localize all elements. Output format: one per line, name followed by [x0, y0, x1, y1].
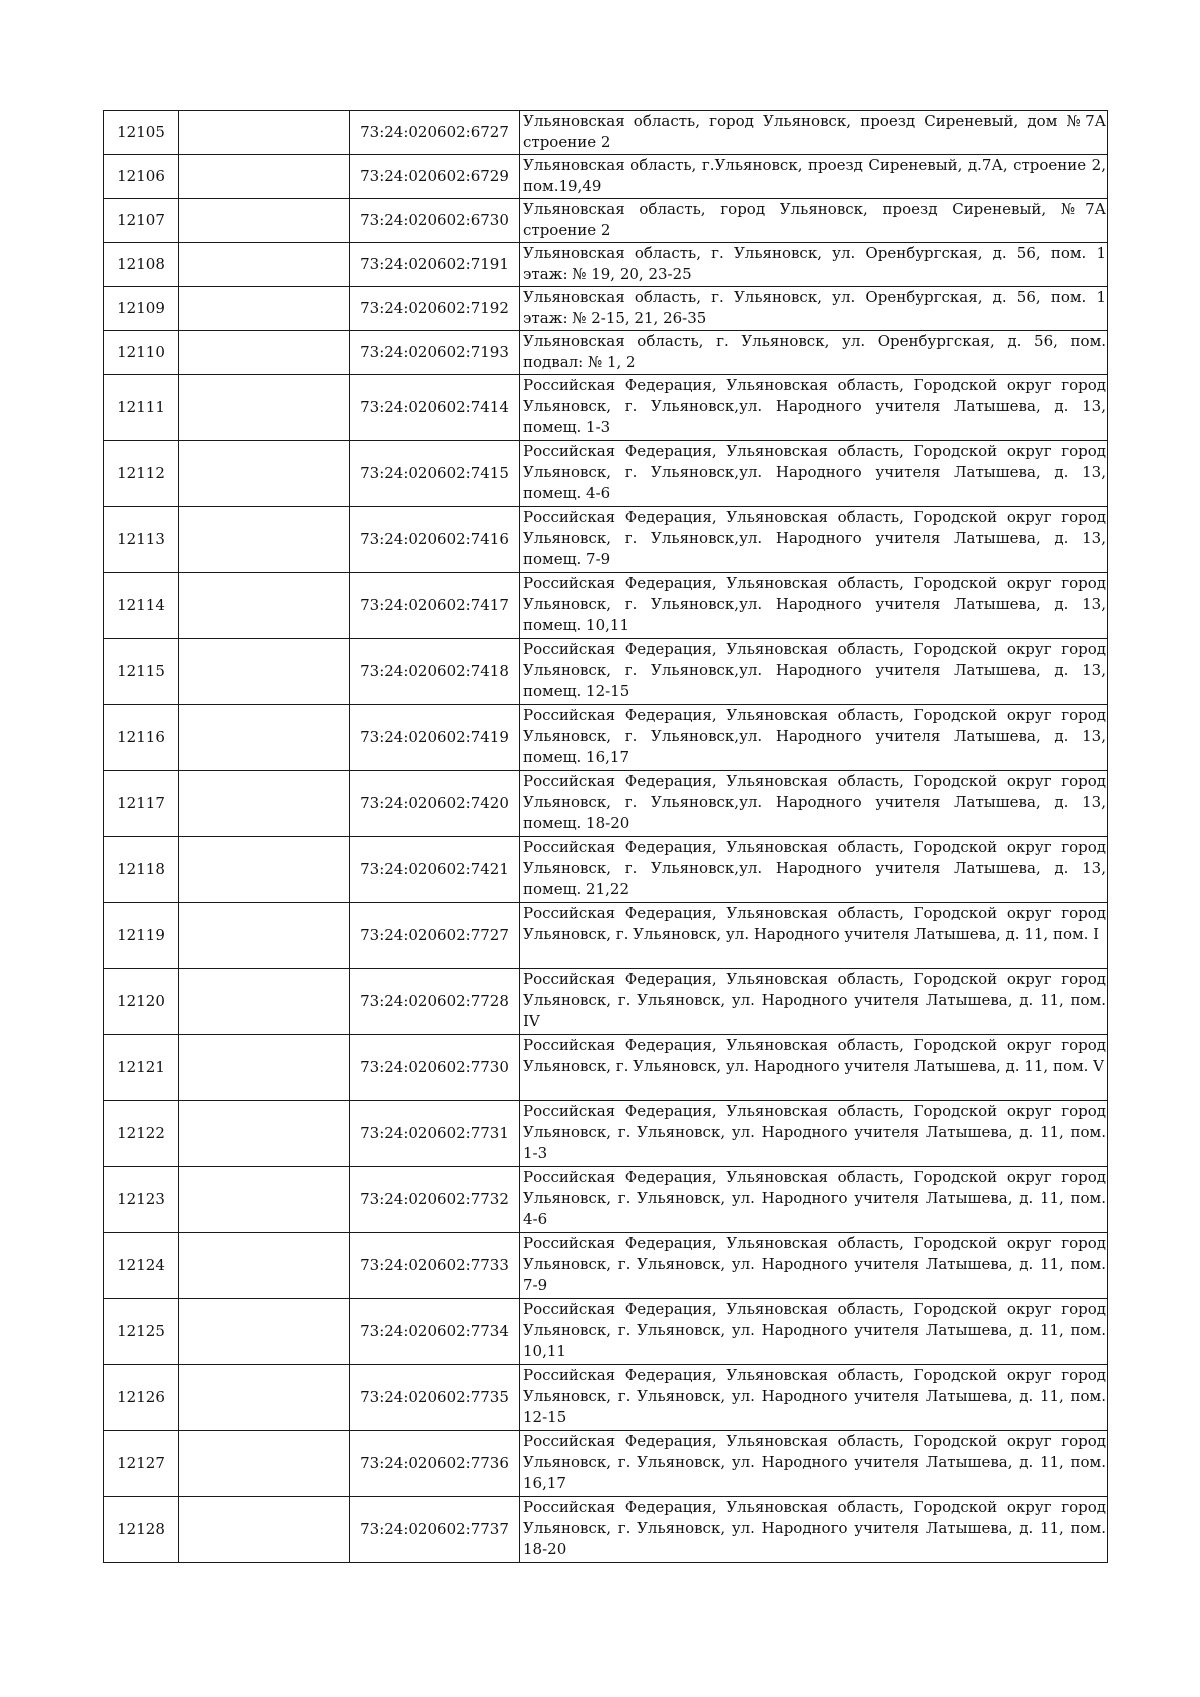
address-cell: [520, 1497, 1108, 1563]
address-cell: [520, 573, 1108, 639]
row-number-cell: 12120: [104, 969, 179, 1035]
table-row: [104, 1035, 1108, 1101]
address-cell: [520, 243, 1108, 287]
cadastral-number-cell: 73:24:020602:7735: [350, 1365, 520, 1431]
row-number-cell: 12128: [104, 1497, 179, 1563]
row-number-cell: 12118: [104, 837, 179, 903]
address-text: Ульяновская область, г. Ульяновск, ул. Оренбургская, д. 56, пом. 1 этаж: № 19, 20, 23-25: [523, 244, 1106, 283]
address-text: Российская Федерация, Ульяновская область, Городской округ город Ульяновск, г. Ульяновск,ул. Народного учителя Латышева, д. 13, помещ. 16,17: [523, 706, 1106, 766]
address-text: Российская Федерация, Ульяновская область, Городской округ город Ульяновск, г. Ульяновск, ул. Народного учителя Латышева, д. 11, пом. IV: [523, 970, 1106, 1030]
address-text: Ульяновская область, г.Ульяновск, проезд Сиреневый, д.7А, строение 2, пом.19,49: [523, 156, 1106, 195]
row-number-cell: 12124: [104, 1233, 179, 1299]
address-cell: [520, 639, 1108, 705]
cadastral-number-cell: 73:24:020602:7191: [350, 243, 520, 287]
table-row: [104, 573, 1108, 639]
address-text: Российская Федерация, Ульяновская область, Городской округ город Ульяновск, г. Ульяновск, ул. Народного учителя Латышева, д. 11, пом. V: [523, 1036, 1106, 1075]
row-number-cell: 12122: [104, 1101, 179, 1167]
address-text: Ульяновская область, город Ульяновск, проезд Сиреневый, №7А строение 2: [523, 200, 1106, 239]
table-row: [104, 155, 1108, 199]
address-cell: [520, 903, 1108, 969]
table-row: [104, 441, 1108, 507]
row-number-cell: 12117: [104, 771, 179, 837]
empty-cell: [179, 573, 350, 639]
table-row: [104, 837, 1108, 903]
cadastral-number-cell: 73:24:020602:7736: [350, 1431, 520, 1497]
empty-cell: [179, 969, 350, 1035]
empty-cell: [179, 1431, 350, 1497]
row-number-cell: 12106: [104, 155, 179, 199]
address-cell: [520, 507, 1108, 573]
address-text: Российская Федерация, Ульяновская область, Городской округ город Ульяновск, г. Ульяновск, ул. Народного учителя Латышева, д. 11, пом. 18-20: [523, 1498, 1106, 1558]
empty-cell: [179, 903, 350, 969]
empty-cell: [179, 1101, 350, 1167]
address-cell: [520, 155, 1108, 199]
cadastral-number-cell: 73:24:020602:7416: [350, 507, 520, 573]
empty-cell: [179, 705, 350, 771]
address-text: Российская Федерация, Ульяновская область, Городской округ город Ульяновск, г. Ульяновск, ул. Народного учителя Латышева, д. 11, пом. 10,11: [523, 1300, 1106, 1360]
table-row: [104, 331, 1108, 375]
address-cell: [520, 1101, 1108, 1167]
row-number-cell: 12116: [104, 705, 179, 771]
table-row: [104, 771, 1108, 837]
cadastral-number-cell: 73:24:020602:7192: [350, 287, 520, 331]
empty-cell: [179, 155, 350, 199]
table-row: [104, 375, 1108, 441]
address-text: Российская Федерация, Ульяновская область, Городской округ город Ульяновск, г. Ульяновск,ул. Народного учителя Латышева, д. 13, помещ. 21,22: [523, 838, 1106, 898]
table-row: [104, 1101, 1108, 1167]
row-number-cell: 12112: [104, 441, 179, 507]
row-number-cell: 12111: [104, 375, 179, 441]
empty-cell: [179, 331, 350, 375]
cadastral-number-cell: 73:24:020602:7193: [350, 331, 520, 375]
table-row: [104, 1365, 1108, 1431]
address-cell: [520, 1431, 1108, 1497]
address-text: Ульяновская область, г. Ульяновск, ул. Оренбургская, д. 56, пом. 1 этаж: № 2-15, 21, 26-35: [523, 288, 1106, 327]
table-row: [104, 1497, 1108, 1563]
cadastral-number-cell: 73:24:020602:7734: [350, 1299, 520, 1365]
cadastral-number-cell: 73:24:020602:7421: [350, 837, 520, 903]
row-number-cell: 12115: [104, 639, 179, 705]
table-row: [104, 1167, 1108, 1233]
cadastral-number-cell: 73:24:020602:7728: [350, 969, 520, 1035]
table-row: [104, 1299, 1108, 1365]
table-row: [104, 199, 1108, 243]
table-row: [104, 111, 1108, 155]
empty-cell: [179, 771, 350, 837]
address-cell: [520, 1167, 1108, 1233]
address-cell: [520, 441, 1108, 507]
address-cell: [520, 771, 1108, 837]
empty-cell: [179, 1299, 350, 1365]
empty-cell: [179, 1233, 350, 1299]
address-text: Ульяновская область, город Ульяновск, проезд Сиреневый, дом №7А строение 2: [523, 112, 1106, 151]
row-number-cell: 12123: [104, 1167, 179, 1233]
table-row: [104, 903, 1108, 969]
empty-cell: [179, 507, 350, 573]
address-text: Российская Федерация, Ульяновская область, Городской округ город Ульяновск, г. Ульяновск,ул. Народного учителя Латышева, д. 13, помещ. 10,11: [523, 574, 1106, 634]
cadastral-number-cell: 73:24:020602:7737: [350, 1497, 520, 1563]
table-row: [104, 705, 1108, 771]
address-text: Российская Федерация, Ульяновская область, Городской округ город Ульяновск, г. Ульяновск,ул. Народного учителя Латышева, д. 13, помещ. 7-9: [523, 508, 1106, 568]
empty-cell: [179, 287, 350, 331]
cadastral-number-cell: 73:24:020602:7727: [350, 903, 520, 969]
empty-cell: [179, 243, 350, 287]
cadastral-number-cell: 73:24:020602:7731: [350, 1101, 520, 1167]
empty-cell: [179, 199, 350, 243]
address-text: Российская Федерация, Ульяновская область, Городской округ город Ульяновск, г. Ульяновск, ул. Народного учителя Латышева, д. 11, пом. 4-6: [523, 1168, 1106, 1228]
row-number-cell: 12126: [104, 1365, 179, 1431]
cadastral-number-cell: 73:24:020602:7419: [350, 705, 520, 771]
cadastral-number-cell: 73:24:020602:6730: [350, 199, 520, 243]
registry-table-body: [104, 111, 1108, 1563]
table-row: [104, 969, 1108, 1035]
cadastral-number-cell: 73:24:020602:7730: [350, 1035, 520, 1101]
address-cell: [520, 1365, 1108, 1431]
table-row: [104, 1233, 1108, 1299]
cadastral-number-cell: 73:24:020602:7415: [350, 441, 520, 507]
empty-cell: [179, 639, 350, 705]
address-text: Российская Федерация, Ульяновская область, Городской округ город Ульяновск, г. Ульяновск, ул. Народного учителя Латышева, д. 11, пом. 12-15: [523, 1366, 1106, 1426]
row-number-cell: 12113: [104, 507, 179, 573]
empty-cell: [179, 1365, 350, 1431]
cadastral-number-cell: 73:24:020602:7420: [350, 771, 520, 837]
row-number-cell: 12109: [104, 287, 179, 331]
row-number-cell: 12125: [104, 1299, 179, 1365]
registry-table: [103, 110, 1108, 1563]
cadastral-number-cell: 73:24:020602:7732: [350, 1167, 520, 1233]
address-cell: [520, 375, 1108, 441]
address-text: Российская Федерация, Ульяновская область, Городской округ город Ульяновск, г. Ульяновск, ул. Народного учителя Латышева, д. 11, пом. 16,17: [523, 1432, 1106, 1492]
address-cell: [520, 287, 1108, 331]
table-row: [104, 243, 1108, 287]
row-number-cell: 12107: [104, 199, 179, 243]
cadastral-number-cell: 73:24:020602:6727: [350, 111, 520, 155]
table-row: [104, 1431, 1108, 1497]
row-number-cell: 12110: [104, 331, 179, 375]
empty-cell: [179, 1167, 350, 1233]
address-text: Российская Федерация, Ульяновская область, Городской округ город Ульяновск, г. Ульяновск, ул. Народного учителя Латышева, д. 11, пом. 1-3: [523, 1102, 1106, 1162]
row-number-cell: 12108: [104, 243, 179, 287]
cadastral-number-cell: 73:24:020602:7414: [350, 375, 520, 441]
address-text: Российская Федерация, Ульяновская область, Городской округ город Ульяновск, г. Ульяновск,ул. Народного учителя Латышева, д. 13, помещ. 1-3: [523, 376, 1106, 436]
empty-cell: [179, 1497, 350, 1563]
address-cell: [520, 331, 1108, 375]
empty-cell: [179, 111, 350, 155]
empty-cell: [179, 375, 350, 441]
empty-cell: [179, 837, 350, 903]
empty-cell: [179, 441, 350, 507]
address-cell: [520, 969, 1108, 1035]
address-text: Российская Федерация, Ульяновская область, Городской округ город Ульяновск, г. Ульяновск, ул. Народного учителя Латышева, д. 11, пом. I: [523, 904, 1106, 943]
row-number-cell: 12121: [104, 1035, 179, 1101]
row-number-cell: 12114: [104, 573, 179, 639]
cadastral-number-cell: 73:24:020602:7417: [350, 573, 520, 639]
empty-cell: [179, 1035, 350, 1101]
address-text: Российская Федерация, Ульяновская область, Городской округ город Ульяновск, г. Ульяновск,ул. Народного учителя Латышева, д. 13, помещ. 18-20: [523, 772, 1106, 832]
table-row: [104, 287, 1108, 331]
address-cell: [520, 111, 1108, 155]
address-text: Ульяновская область, г. Ульяновск, ул. Оренбургская, д. 56, пом. подвал: № 1, 2: [523, 332, 1106, 371]
address-cell: [520, 1035, 1108, 1101]
address-cell: [520, 199, 1108, 243]
row-number-cell: 12127: [104, 1431, 179, 1497]
address-text: Российская Федерация, Ульяновская область, Городской округ город Ульяновск, г. Ульяновск,ул. Народного учителя Латышева, д. 13, помещ. 4-6: [523, 442, 1106, 502]
address-text: Российская Федерация, Ульяновская область, Городской округ город Ульяновск, г. Ульяновск, ул. Народного учителя Латышева, д. 11, пом. 7-9: [523, 1234, 1106, 1294]
cadastral-number-cell: 73:24:020602:7418: [350, 639, 520, 705]
address-cell: [520, 705, 1108, 771]
cadastral-number-cell: 73:24:020602:6729: [350, 155, 520, 199]
address-cell: [520, 1233, 1108, 1299]
address-cell: [520, 1299, 1108, 1365]
table-row: [104, 639, 1108, 705]
table-row: [104, 507, 1108, 573]
row-number-cell: 12119: [104, 903, 179, 969]
row-number-cell: 12105: [104, 111, 179, 155]
address-text: Российская Федерация, Ульяновская область, Городской округ город Ульяновск, г. Ульяновск,ул. Народного учителя Латышева, д. 13, помещ. 12-15: [523, 640, 1106, 700]
cadastral-number-cell: 73:24:020602:7733: [350, 1233, 520, 1299]
address-cell: [520, 837, 1108, 903]
